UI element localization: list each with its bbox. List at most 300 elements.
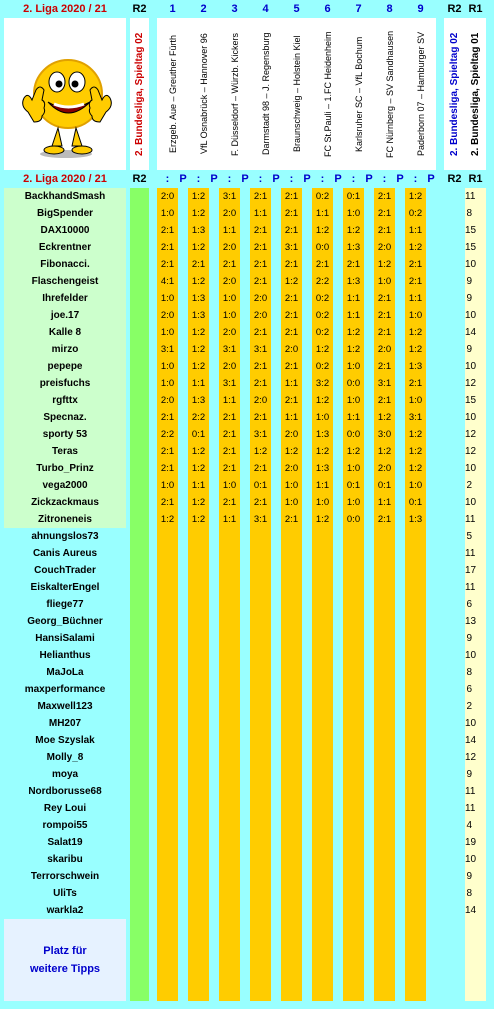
tip-points xyxy=(178,222,188,239)
tip-cell xyxy=(343,681,364,698)
matchday-02-label-right: 2. Bundesliga, Spieltag 02 xyxy=(444,18,465,170)
tip-points xyxy=(240,749,250,766)
tip-points xyxy=(240,783,250,800)
tip-cell: 1:0 xyxy=(219,477,240,494)
tip-cell: 2:1 xyxy=(374,222,395,239)
player-name: Georg_Büchner xyxy=(27,616,103,627)
tip-cell xyxy=(343,783,364,800)
tip-points xyxy=(209,409,219,426)
tip-cell xyxy=(188,681,209,698)
tip-points xyxy=(209,426,219,443)
player-name: Rey Loui xyxy=(43,803,87,814)
r2-points xyxy=(130,494,149,511)
tip-cell: 1:2 xyxy=(343,443,364,460)
tip-cell xyxy=(219,885,240,902)
tip-cell: 1:0 xyxy=(157,477,178,494)
tip-cell: 2:0 xyxy=(281,460,302,477)
tip-cell: 1:2 xyxy=(188,460,209,477)
player-name: rompoi55 xyxy=(42,820,88,831)
player-name: rgfttx xyxy=(4,392,126,409)
tip-points xyxy=(240,834,250,851)
tip-cell: 2:1 xyxy=(188,256,209,273)
player-name: vega2000 xyxy=(4,477,126,494)
table-row xyxy=(0,239,494,256)
tip-points xyxy=(395,783,405,800)
tip-cell: 1:3 xyxy=(343,239,364,256)
tip-points xyxy=(302,851,312,868)
tip-cell: 1:2 xyxy=(188,273,209,290)
points-label: P xyxy=(426,170,436,188)
tip-points xyxy=(209,851,219,868)
r2-total xyxy=(444,613,465,630)
matchday-02-label: 2. Bundesliga, Spieltag 02 xyxy=(130,18,149,170)
tip-cell xyxy=(219,613,240,630)
tip-points xyxy=(395,307,405,324)
tip-points xyxy=(240,698,250,715)
r1-points: 2 xyxy=(465,698,486,715)
tip-points xyxy=(302,647,312,664)
tip-cell xyxy=(188,817,209,834)
r2-total xyxy=(444,647,465,664)
tip-points xyxy=(178,358,188,375)
tip-points xyxy=(302,817,312,834)
tip-points xyxy=(302,392,312,409)
tip-cell xyxy=(281,885,302,902)
tip-points xyxy=(271,341,281,358)
tip-points xyxy=(364,579,374,596)
match-name: Karlsruher SC – VfL Bochum xyxy=(343,18,374,170)
r1-points: 13 xyxy=(465,613,486,630)
tip-points xyxy=(240,902,250,919)
table-row xyxy=(0,205,494,222)
tip-points xyxy=(364,273,374,290)
tip-points xyxy=(209,443,219,460)
tip-cell xyxy=(343,562,364,579)
tip-cell: 2:1 xyxy=(250,256,271,273)
r2-points xyxy=(130,188,149,205)
tip-points xyxy=(302,715,312,732)
tip-cell xyxy=(188,800,209,817)
r1-points: 14 xyxy=(465,324,486,341)
player-name: Zickzackmaus xyxy=(4,494,126,511)
r2-points xyxy=(130,222,149,239)
tip-cell xyxy=(188,698,209,715)
tip-cell xyxy=(343,749,364,766)
tip-points xyxy=(240,613,250,630)
tip-cell xyxy=(219,681,240,698)
tip-points xyxy=(333,273,343,290)
r2-points xyxy=(130,256,149,273)
r1-points: 12 xyxy=(465,443,486,460)
player-name: maxperformance xyxy=(24,684,106,695)
r2-points xyxy=(130,902,149,919)
tip-points xyxy=(364,511,374,528)
colon-label: : xyxy=(219,170,240,188)
tip-cell: 2:1 xyxy=(405,375,426,392)
tip-cell: 1:1 xyxy=(374,494,395,511)
table-row xyxy=(0,494,494,511)
tip-cell xyxy=(157,613,178,630)
tip-cell xyxy=(281,562,302,579)
tip-cell xyxy=(250,681,271,698)
tip-points xyxy=(302,630,312,647)
tip-cell: 0:0 xyxy=(343,511,364,528)
tip-cell: 2:1 xyxy=(374,358,395,375)
tip-points xyxy=(333,868,343,885)
tip-cell: 1:2 xyxy=(374,256,395,273)
tip-cell: 2:2 xyxy=(157,426,178,443)
tip-points xyxy=(395,460,405,477)
r1-points: 15 xyxy=(465,222,486,239)
tip-points xyxy=(271,205,281,222)
tip-cell xyxy=(157,545,178,562)
tip-points xyxy=(240,664,250,681)
tip-cell xyxy=(312,902,333,919)
tip-cell: 1:1 xyxy=(188,477,209,494)
points-label: P xyxy=(364,170,374,188)
tip-points xyxy=(271,851,281,868)
tip-points xyxy=(364,205,374,222)
tip-points xyxy=(240,375,250,392)
player-name: Salat19 xyxy=(47,837,83,848)
tip-cell xyxy=(343,732,364,749)
r1-points: 11 xyxy=(465,511,486,528)
tip-cell: 1:2 xyxy=(281,273,302,290)
tip-points xyxy=(364,613,374,630)
tip-cell xyxy=(281,715,302,732)
r2-total xyxy=(444,868,465,885)
tip-cell xyxy=(188,664,209,681)
tip-points xyxy=(240,800,250,817)
tip-points xyxy=(426,698,436,715)
tip-cell xyxy=(188,715,209,732)
tip-points xyxy=(426,392,436,409)
tip-cell: 1:3 xyxy=(312,460,333,477)
tip-cell: 2:0 xyxy=(374,239,395,256)
tip-points xyxy=(178,715,188,732)
r2-total xyxy=(444,324,465,341)
tip-points xyxy=(364,783,374,800)
tip-cell: 2:1 xyxy=(405,273,426,290)
table-row xyxy=(0,460,494,477)
liga-title: 2. Liga 2020 / 21 xyxy=(4,0,126,18)
r1-points: 11 xyxy=(465,783,486,800)
tip-points xyxy=(364,341,374,358)
tip-cell: 1:0 xyxy=(312,494,333,511)
tip-cell: 2:1 xyxy=(374,392,395,409)
tip-cell xyxy=(188,902,209,919)
tip-points xyxy=(302,222,312,239)
tip-cell xyxy=(281,528,302,545)
r1-points: 11 xyxy=(465,188,486,205)
r2-total xyxy=(444,902,465,919)
player-name: preisfuchs xyxy=(4,375,126,392)
tip-points xyxy=(364,188,374,205)
table-row xyxy=(0,715,494,732)
r2-total xyxy=(444,205,465,222)
tip-cell xyxy=(281,902,302,919)
tip-cell xyxy=(405,528,426,545)
tip-cell xyxy=(343,630,364,647)
points-label: P xyxy=(240,170,250,188)
r1-points: 15 xyxy=(465,392,486,409)
tip-points xyxy=(178,528,188,545)
tip-cell: 2:1 xyxy=(374,188,395,205)
tip-points xyxy=(302,273,312,290)
tip-points xyxy=(333,307,343,324)
tip-points xyxy=(240,358,250,375)
tip-cell xyxy=(188,885,209,902)
tip-cell xyxy=(219,732,240,749)
tip-cell xyxy=(312,885,333,902)
tip-cell xyxy=(281,766,302,783)
tip-cell xyxy=(405,834,426,851)
tip-points xyxy=(240,681,250,698)
tip-cell: 2:1 xyxy=(281,188,302,205)
tip-points xyxy=(240,630,250,647)
tip-cell: 2:1 xyxy=(281,511,302,528)
tip-points xyxy=(302,358,312,375)
tip-cell: 1:2 xyxy=(405,341,426,358)
tip-cell: 1:2 xyxy=(405,188,426,205)
player-name: Eckrentner xyxy=(4,239,126,256)
match-name: Darmstadt 98 – J. Regensburg xyxy=(250,18,281,170)
player-name: HansiSalami xyxy=(35,633,95,644)
tip-cell: 0:2 xyxy=(312,358,333,375)
tip-points xyxy=(302,205,312,222)
tip-points xyxy=(395,239,405,256)
game-number: 6 xyxy=(312,0,343,18)
table-row xyxy=(0,698,494,715)
tip-cell xyxy=(219,800,240,817)
tip-cell xyxy=(405,613,426,630)
r2-total xyxy=(444,749,465,766)
tip-points xyxy=(240,392,250,409)
tip-cell: 1:0 xyxy=(343,494,364,511)
tip-points xyxy=(209,681,219,698)
tip-cell: 2:1 xyxy=(405,256,426,273)
tip-cell: 1:1 xyxy=(405,290,426,307)
r1-header: R1 xyxy=(465,0,486,18)
tip-cell: 3:1 xyxy=(250,511,271,528)
tip-cell xyxy=(312,545,333,562)
tip-points xyxy=(364,800,374,817)
tip-cell xyxy=(343,851,364,868)
tip-cell: 2:1 xyxy=(374,290,395,307)
tip-points xyxy=(271,477,281,494)
tip-points xyxy=(240,868,250,885)
tip-cell xyxy=(188,868,209,885)
tip-cell: 1:0 xyxy=(343,460,364,477)
tip-points xyxy=(178,426,188,443)
tip-points xyxy=(209,834,219,851)
tip-cell xyxy=(374,800,395,817)
tip-points xyxy=(209,596,219,613)
tip-cell: 1:3 xyxy=(188,307,209,324)
tip-cell xyxy=(157,630,178,647)
tip-points xyxy=(271,732,281,749)
tip-cell: 0:2 xyxy=(312,324,333,341)
r1-points: 2 xyxy=(465,477,486,494)
tip-cell xyxy=(250,851,271,868)
tip-points xyxy=(426,307,436,324)
tip-cell: 2:2 xyxy=(188,409,209,426)
tip-cell: 3:1 xyxy=(250,341,271,358)
tip-cell xyxy=(219,596,240,613)
tip-points xyxy=(333,358,343,375)
tip-points xyxy=(426,562,436,579)
tip-cell: 4:1 xyxy=(157,273,178,290)
game-number: 2 xyxy=(188,0,219,18)
tip-cell xyxy=(157,528,178,545)
tip-cell xyxy=(312,681,333,698)
tip-cell: 3:1 xyxy=(157,341,178,358)
tip-points xyxy=(333,664,343,681)
game-number: 9 xyxy=(405,0,436,18)
tip-cell: 1:2 xyxy=(343,222,364,239)
tip-cell: 2:0 xyxy=(281,426,302,443)
tip-points xyxy=(271,392,281,409)
player-name: Helianthus xyxy=(39,650,91,661)
tip-cell: 1:2 xyxy=(312,392,333,409)
tip-cell: 1:2 xyxy=(374,409,395,426)
tip-cell xyxy=(157,596,178,613)
r1-points: 11 xyxy=(465,800,486,817)
tip-points xyxy=(364,256,374,273)
tip-cell xyxy=(157,749,178,766)
tip-cell xyxy=(281,630,302,647)
tip-points xyxy=(333,477,343,494)
tip-cell: 0:2 xyxy=(312,290,333,307)
tip-points xyxy=(302,494,312,511)
tip-points xyxy=(426,647,436,664)
tip-cell xyxy=(312,613,333,630)
tip-points xyxy=(271,715,281,732)
tip-cell: 2:1 xyxy=(250,324,271,341)
tip-points xyxy=(240,222,250,239)
tip-cell: 1:1 xyxy=(219,511,240,528)
tip-cell xyxy=(250,613,271,630)
tip-points xyxy=(178,664,188,681)
tip-points xyxy=(395,902,405,919)
tip-points xyxy=(240,562,250,579)
tip-points xyxy=(209,630,219,647)
r1-points: 10 xyxy=(465,409,486,426)
player-name: MH207 xyxy=(48,718,82,729)
tip-points xyxy=(209,511,219,528)
tip-points xyxy=(333,375,343,392)
tip-points xyxy=(395,443,405,460)
tip-points xyxy=(426,766,436,783)
r2-points xyxy=(130,290,149,307)
tip-points xyxy=(271,324,281,341)
tip-cell: 2:0 xyxy=(250,307,271,324)
tip-cell xyxy=(250,545,271,562)
tip-points xyxy=(178,409,188,426)
tip-cell xyxy=(188,766,209,783)
tip-points xyxy=(209,579,219,596)
tip-points xyxy=(395,664,405,681)
tip-cell: 0:0 xyxy=(343,426,364,443)
tip-points xyxy=(395,579,405,596)
tip-cell: 2:0 xyxy=(219,239,240,256)
tip-cell xyxy=(250,732,271,749)
tip-cell xyxy=(281,817,302,834)
tip-points xyxy=(364,239,374,256)
tip-points xyxy=(333,851,343,868)
tip-points xyxy=(426,579,436,596)
tip-points xyxy=(302,664,312,681)
r2-points xyxy=(130,834,149,851)
tip-points xyxy=(271,256,281,273)
tip-cell xyxy=(281,800,302,817)
tip-points xyxy=(395,392,405,409)
tip-cell: 1:2 xyxy=(188,188,209,205)
tip-points xyxy=(364,494,374,511)
tip-cell: 1:0 xyxy=(405,392,426,409)
tip-cell xyxy=(188,579,209,596)
tip-cell xyxy=(312,528,333,545)
tip-cell: 1:2 xyxy=(250,443,271,460)
tip-cell xyxy=(343,664,364,681)
r2-total xyxy=(444,494,465,511)
r2-points xyxy=(130,358,149,375)
tip-cell xyxy=(405,902,426,919)
tip-cell xyxy=(405,681,426,698)
tip-cell xyxy=(374,579,395,596)
r2-total xyxy=(444,834,465,851)
tip-points xyxy=(178,256,188,273)
tip-cell: 1:2 xyxy=(405,324,426,341)
r2-header: R2 xyxy=(130,0,149,18)
tip-points xyxy=(209,885,219,902)
colon-label: : xyxy=(312,170,333,188)
tip-points xyxy=(426,613,436,630)
table-row xyxy=(0,579,494,596)
tip-points xyxy=(302,766,312,783)
tip-points xyxy=(271,239,281,256)
tip-points xyxy=(302,460,312,477)
colon-label: : xyxy=(188,170,209,188)
r1-points: 12 xyxy=(465,426,486,443)
tip-cell: 3:1 xyxy=(219,375,240,392)
tip-points xyxy=(426,681,436,698)
tip-points xyxy=(240,341,250,358)
tip-points xyxy=(271,545,281,562)
tip-cell xyxy=(157,783,178,800)
tip-cell: 2:1 xyxy=(281,358,302,375)
tip-cell xyxy=(219,579,240,596)
player-name: EiskalterEngel xyxy=(30,582,100,593)
tip-cell xyxy=(405,732,426,749)
table-row xyxy=(0,613,494,630)
tip-cell: 0:1 xyxy=(343,188,364,205)
tip-cell: 0:2 xyxy=(312,307,333,324)
player-name: pepepe xyxy=(4,358,126,375)
tip-cell xyxy=(157,732,178,749)
tip-points xyxy=(178,800,188,817)
match-name: VfL Osnabrück – Hannover 96 xyxy=(188,18,219,170)
tip-cell: 2:1 xyxy=(157,256,178,273)
r2-total xyxy=(444,477,465,494)
r2-total xyxy=(444,358,465,375)
tip-points xyxy=(364,443,374,460)
r2-total xyxy=(444,443,465,460)
tip-points xyxy=(178,851,188,868)
tip-cell: 1:1 xyxy=(312,205,333,222)
tip-points xyxy=(271,698,281,715)
tip-cell: 1:0 xyxy=(157,324,178,341)
